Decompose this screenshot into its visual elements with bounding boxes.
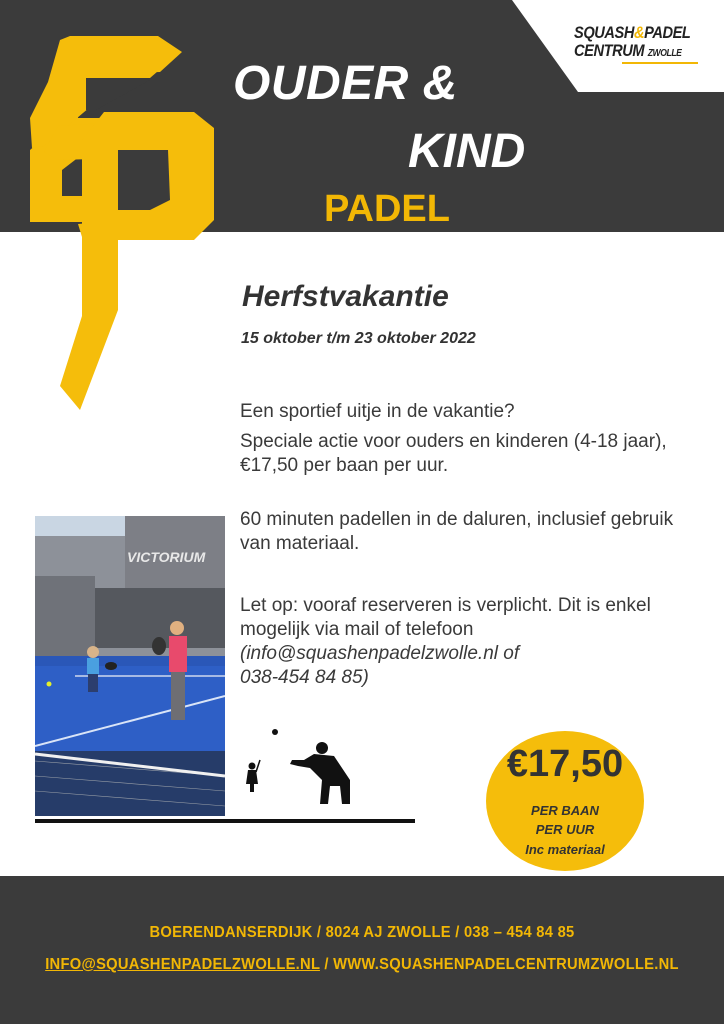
price-materials: Inc materiaal bbox=[525, 842, 605, 857]
footer-email-link[interactable]: INFO@SQUASHENPADELZWOLLE.NL bbox=[45, 956, 320, 973]
contact-line2: 038-454 84 85) bbox=[240, 667, 369, 688]
price-amount: €17,50 bbox=[506, 743, 624, 785]
subtitle: PADEL bbox=[324, 188, 450, 230]
brand-underline bbox=[622, 62, 698, 64]
event-dates: 15 oktober t/m 23 oktober 2022 bbox=[241, 330, 476, 347]
brand-name-line2 bbox=[574, 42, 686, 63]
padel-photo-illustration bbox=[35, 516, 225, 816]
footer bbox=[0, 876, 724, 1024]
brand-city: ZWOLLE bbox=[647, 48, 682, 59]
contact-line1: (info@squashenpadelzwolle.nl of bbox=[240, 643, 520, 664]
ground-line bbox=[35, 819, 415, 823]
reservation-note: Let op: vooraf reserveren is verplicht. Dit is enkel mogelijk via mail of telefoon bbox=[240, 595, 651, 640]
footer-website[interactable]: WWW.SQUASHENPADELCENTRUMZWOLLE.NL bbox=[333, 956, 679, 973]
brand-logo bbox=[574, 24, 704, 63]
brand-name-line1 bbox=[574, 23, 691, 42]
brand-amp: & bbox=[633, 23, 645, 42]
brand-centrum: CENTRUM bbox=[574, 41, 645, 60]
event-title: Herfstvakantie bbox=[242, 280, 449, 313]
price-badge bbox=[486, 731, 644, 871]
brand-padel: PADEL bbox=[644, 23, 691, 42]
title-line2: KIND bbox=[408, 125, 526, 178]
photo-sign: VICTORIUM bbox=[127, 549, 206, 565]
title-line1: OUDER & bbox=[233, 57, 458, 110]
price-per-court: PER BAAN bbox=[531, 803, 599, 818]
footer-contact bbox=[29, 956, 695, 974]
reservation-text bbox=[240, 594, 690, 690]
brand-squash: SQUASH bbox=[574, 23, 634, 42]
footer-address: BOERENDANSERDIJK / 8024 AJ ZWOLLE / 038 – 454 84 85 bbox=[149, 924, 575, 941]
intro-text: Een sportief uitje in de vakantie? bbox=[240, 401, 515, 422]
footer-separator: / bbox=[319, 956, 334, 973]
offer-text: Speciale actie voor ouders en kinderen (4-18 jaar), €17,50 per baan per uur. bbox=[240, 431, 667, 476]
padel-photo bbox=[35, 516, 225, 816]
player-silhouette-icon bbox=[238, 724, 358, 808]
price-per-hour: PER UUR bbox=[535, 822, 595, 837]
duration-text: 60 minuten padellen in de daluren, inclusief gebruik van materiaal. bbox=[240, 509, 674, 554]
